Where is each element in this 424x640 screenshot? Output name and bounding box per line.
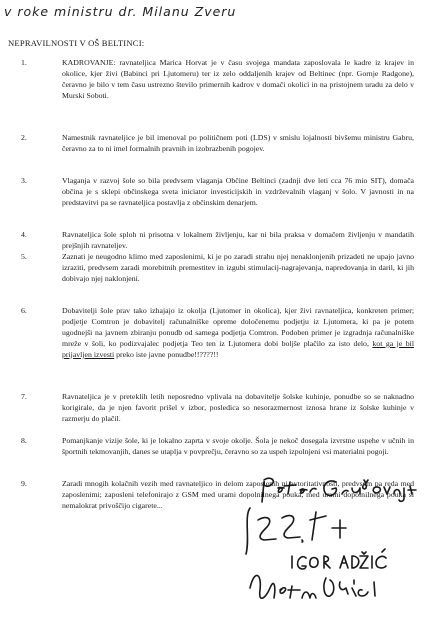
item-text: Namestnik ravnateljice je bil imenoval po političnem poti (LDS) v smislu lojalnosti bivšemu ministru Gabru, čeravno za to ni imel formalnih pravnih in izobrazbenih pogojev. — [62, 133, 414, 153]
handwritten-header: v roke ministru dr. Milanu Zveru — [4, 4, 237, 19]
item-text-end: preko iste javne ponudbe!!????!! — [114, 349, 219, 359]
item-text: Pomanjkanje vizije šole, ki je lokalno zaprta v svoje okolje. Šola je nekoč dosegala izvrstne uspehe v učnih in športnih tekmovanjih, danes se utaplja v povprečju, čeravno so za uspeh izpolnjeni vsi materialni pogoji. — [62, 436, 414, 456]
item-text: Ravnateljica je v preteklih letih neposredno vplivala na dobavitelje šolske kuhinje, ponudbe so se naknadno korigirale, da je njen favorit prišel v izbor, posledica so nesorazmernost iznosa hrane iz šolske kuhinje v razmerju do plačil. — [62, 392, 414, 423]
item-text-main: Dobavitelji šole prav tako izhajajo iz okolja (Ljutomer in okolica), kjer živi ravnateljica, konkreten primer; podjetje Comtron je dobavitelj računalniške opreme določenemu podjetju iz Ljutomera, ki pa je potem ugodnejši na javnem zbiranju ponudb od samega podjetja Comtron. Podoben primer je izgradnja računalniške mreže v šoli, ko podizvajalec podjetja Teo ten iz Ljutomera dobi boljše plačilo za isto delo, — [62, 306, 414, 348]
signature-strokes — [240, 470, 420, 635]
item-number: 2. — [21, 133, 27, 142]
item-number: 5. — [21, 252, 27, 261]
item-number: 8. — [21, 436, 27, 445]
item-number: 1. — [21, 58, 27, 67]
item-number: 4. — [21, 230, 27, 239]
item-text: Zaradi mnogih kolačnih vezih med ravnateljico in delom zaposlenih ni avtoritativnosti, predvsem pa reda med zaposlenimi; zaposleni telefonirajo z GSM med urami dopolnilnega pouka, med urami dopolnilnega pouka si nemalokrat privoščijo cigarete... — [62, 479, 414, 510]
item-text — [62, 306, 414, 361]
item-text: Vlaganja v razvoj šole so bila predvsem vlaganja Občine Beltinci (zadnji dve leti cca 76 mio SIT), domača občina je s sklepi občinskega sveta iniciator investicijskih in vzdrževalnih vlaganj v šolo. V javnosti in na predstavitvi pa se ravnateljica postavlja z občinskim denarjem. — [62, 176, 414, 207]
signature-block — [240, 470, 420, 635]
item-number: 6. — [21, 306, 27, 315]
item-text: KADROVANJE: ravnateljica Marica Horvat je v času svojega mandata zaposlovala le kadre iz krajev in okolice, kjer živi (Babinci pri Ljutomeru) ter iz zelo oddaljenih krajev od Beltinec (npr. Gornje Radgone), čeravno je bilo v tem času ustrezno število primernih kadrov v domači okolici in na pristojnem uradu za delo v Murski Soboti. — [62, 58, 414, 100]
document-title: NEPRAVILNOSTI V OŠ BELTINCI: — [8, 38, 145, 48]
item-text: Ravnateljica šole sploh ni prisotna v lokalnem življenju, kar ni bila praksa v domačem življenju v mandatih prejšnjih ravnateljev. — [62, 230, 414, 250]
item-number: 9. — [21, 479, 27, 488]
item-number: 7. — [21, 392, 27, 401]
item-text: Zaznati je neugodno klimo med zaposlenimi, ki je po zaradi strahu njej nenaklonjenih prizadeti ne upajo javno izraziti, predvsem zaradi morebitnih premestitev in izgubi stimulacij-nagrajevanja, napredovanja in daril, ki jih dobivajo njej naklonjeni. — [62, 252, 414, 283]
item-number: 3. — [21, 176, 27, 185]
item-text-underlined: kot ga je bil prijavljen izvesti — [62, 338, 414, 359]
